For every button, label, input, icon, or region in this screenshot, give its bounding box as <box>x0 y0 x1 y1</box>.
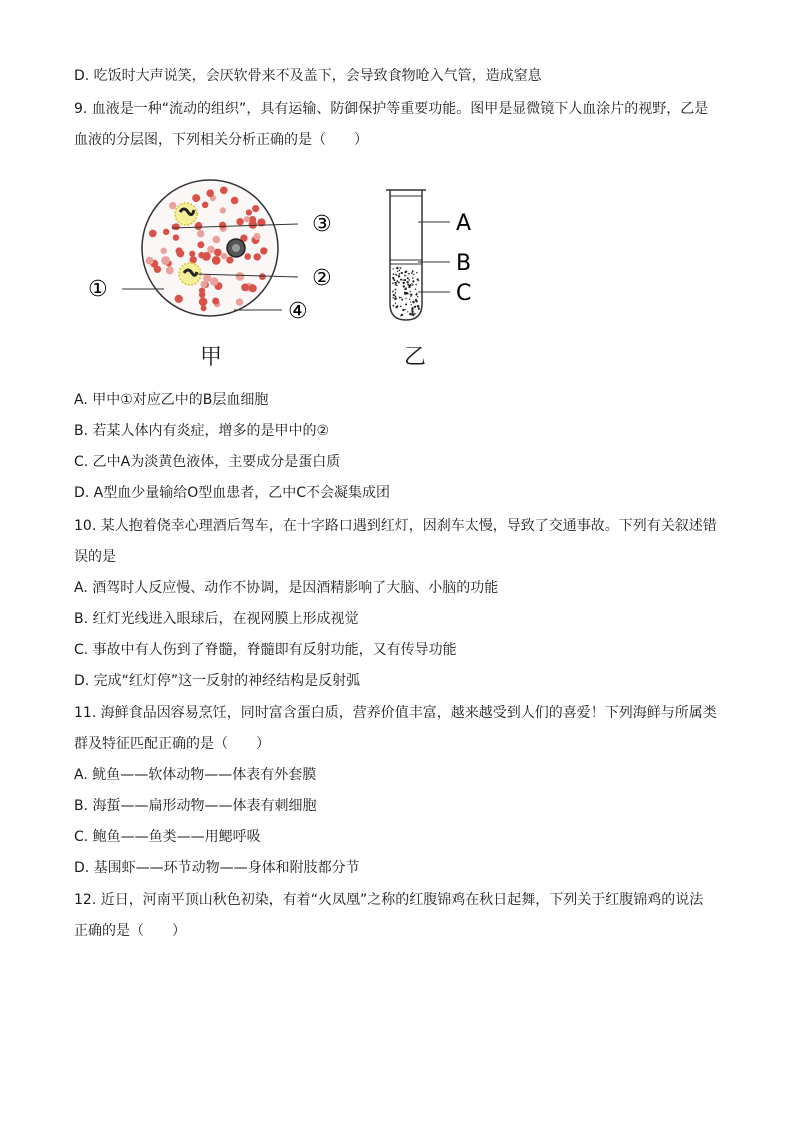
sediment-dot <box>413 274 414 275</box>
q10-option-a: A. 酒驾时人反应慢、动作不协调，是因酒精影响了大脑、小脑的功能 <box>74 580 499 596</box>
sediment-dot <box>405 298 406 299</box>
sediment-dot <box>411 304 412 305</box>
sediment-dot <box>411 314 412 315</box>
q10-option-b: B. 红灯光线进入眼球后，在视网膜上形成视觉 <box>74 611 359 627</box>
sediment-dot <box>400 315 401 316</box>
red-blood-cell <box>201 305 207 311</box>
sediment-dot <box>402 309 404 311</box>
red-blood-cell <box>236 298 243 305</box>
red-blood-cell <box>213 236 221 244</box>
red-blood-cell <box>244 216 250 222</box>
red-blood-cell <box>220 207 226 213</box>
red-blood-cell <box>219 222 226 229</box>
sediment-dot <box>411 283 412 284</box>
sediment-dot <box>400 279 402 281</box>
blood-figure <box>84 176 504 376</box>
sediment-dot <box>399 275 400 276</box>
sediment-dot <box>401 272 403 274</box>
sediment-dot <box>395 292 397 294</box>
sediment-dot <box>411 272 413 274</box>
label-2: ② <box>312 266 332 291</box>
sediment-dot <box>407 284 409 286</box>
q9-option-d: D. A型血少量输给O型血患者，乙中C不会凝集成团 <box>74 485 391 501</box>
red-blood-cell <box>254 233 261 240</box>
red-blood-cell <box>146 257 154 265</box>
white-blood-cell-icon <box>175 203 197 225</box>
sediment-dot <box>393 305 395 307</box>
q11-option-b: B. 海蜇——扁形动物——体表有刺细胞 <box>74 798 317 814</box>
sediment-dot <box>410 296 411 297</box>
sediment-dot <box>404 309 405 310</box>
sediment-dot <box>395 274 396 275</box>
sediment-dot <box>411 307 413 309</box>
q12-stem-line2: 正确的是（ ） <box>74 923 186 939</box>
q12-stem-line1: 12. 近日，河南平顶山秋色初染，有着“火凤凰”之称的红腹锦鸡在秋日起舞，下列关于红腹锦鸡的说法 <box>74 892 704 908</box>
q9-stem-line2: 血液的分层图，下列相关分析正确的是（ ） <box>74 132 368 148</box>
red-blood-cell <box>236 218 243 225</box>
sediment-dot <box>412 301 414 303</box>
red-blood-cell <box>210 277 218 285</box>
sediment-dot <box>393 273 395 275</box>
sediment-dot <box>408 273 410 275</box>
red-blood-cell <box>163 229 169 235</box>
red-blood-cell <box>212 256 221 265</box>
sediment-dot <box>405 303 407 305</box>
sediment-dot <box>404 275 406 277</box>
label-1: ① <box>88 277 108 302</box>
red-blood-cell <box>169 202 176 209</box>
sediment-dot <box>392 282 394 284</box>
layer-label-b: B <box>456 251 472 276</box>
red-blood-cell <box>161 256 170 265</box>
sediment-dot <box>401 297 402 298</box>
q9-stem-line1: 9. 血液是一种“流动的组织”，具有运输、防御保护等重要功能。图甲是显微镜下人血涂片的视野，乙是 <box>74 101 709 117</box>
sediment-dot <box>410 301 411 302</box>
red-blood-cell <box>176 247 183 254</box>
sediment-dot <box>410 313 412 315</box>
sediment-dot <box>402 279 404 281</box>
sediment-dot <box>408 279 410 281</box>
sediment-dot <box>399 273 401 275</box>
sediment-dot <box>403 282 405 284</box>
red-blood-cell <box>214 249 222 257</box>
red-blood-cell <box>236 272 245 281</box>
red-blood-cell <box>175 295 183 303</box>
microscope-view <box>88 180 332 324</box>
sediment-dot <box>413 315 414 316</box>
sediment-dot <box>395 289 397 291</box>
red-blood-cell <box>246 209 252 215</box>
sediment-dot <box>418 308 420 310</box>
sediment-dot <box>417 296 418 297</box>
red-blood-cell <box>190 256 197 263</box>
red-blood-cell <box>202 202 209 209</box>
sediment-dot <box>395 303 396 304</box>
red-blood-cell <box>192 194 200 202</box>
sediment-dot <box>407 277 409 279</box>
sediment-dot <box>411 310 413 312</box>
sediment-dot <box>414 306 416 308</box>
sediment-dot <box>394 297 397 300</box>
sediment-dot <box>397 280 399 282</box>
sediment-dot <box>392 291 394 293</box>
sediment-dot <box>401 299 403 301</box>
sediment-dot <box>408 293 409 294</box>
q11-option-c: C. 鲍鱼——鱼类——用鳃呼吸 <box>74 829 261 845</box>
sediment-dot <box>409 299 410 300</box>
q10-option-d: D. 完成“红灯停”这一反射的神经结构是反射弧 <box>74 673 361 689</box>
red-blood-cell <box>226 257 233 264</box>
q11-option-d: D. 基围虾——环节动物——身体和附肢都分节 <box>74 860 360 876</box>
sediment-dot <box>398 282 400 284</box>
sediment-dot <box>416 272 417 273</box>
sediment-dot <box>400 306 402 308</box>
sediment-dot <box>404 279 406 281</box>
test-tube <box>386 190 471 320</box>
red-blood-cell <box>249 284 257 292</box>
red-blood-cell <box>149 230 157 238</box>
sediment-dot <box>412 270 414 272</box>
label-4: ④ <box>288 299 308 324</box>
q11-option-a: A. 鱿鱼——软体动物——体表有外套膜 <box>74 767 317 783</box>
sediment-dot <box>395 282 397 284</box>
sediment-dot <box>404 288 406 290</box>
sediment-dot <box>395 306 397 308</box>
blood-figure-svg <box>84 176 504 376</box>
sediment-dot <box>400 267 402 269</box>
sediment-dot <box>412 284 414 286</box>
sediment-dot <box>403 285 405 287</box>
sediment-dot <box>415 289 416 290</box>
sediment-dot <box>415 284 417 286</box>
sediment-dot <box>395 296 397 298</box>
sediment-dot <box>407 311 408 312</box>
sediment-dot <box>406 281 408 283</box>
sediment-dot <box>396 274 398 276</box>
caption-yi: 乙 <box>404 345 427 370</box>
red-blood-cell <box>206 189 214 197</box>
white-blood-cell-icon <box>227 239 245 257</box>
sediment-dot <box>408 286 410 288</box>
q10-stem-line1: 10. 某人抱着侥幸心理酒后驾车，在十字路口遇到红灯，因刹车太慢，导致了交通事故。下列有关叙述错 <box>74 518 717 534</box>
sediment-dot <box>410 291 411 292</box>
red-blood-cell <box>198 252 204 258</box>
label-3: ③ <box>312 212 332 237</box>
red-blood-cell <box>172 224 178 230</box>
sediment-dot <box>392 277 394 279</box>
sediment-dot <box>410 294 412 296</box>
sediment-dot <box>399 297 401 299</box>
sediment-dot <box>404 293 406 295</box>
red-blood-cell <box>197 241 204 248</box>
sediment-dot <box>415 299 417 301</box>
red-blood-cell <box>252 205 259 212</box>
sediment-dot <box>414 313 416 315</box>
q11-stem-line1: 11. 海鲜食品因容易烹饪，同时富含蛋白质，营养价值丰富，越来越受到人们的喜爱！下列海鲜与所属类 <box>74 705 717 721</box>
sediment-dot <box>412 277 414 279</box>
red-blood-cell <box>260 247 267 254</box>
red-blood-cell <box>166 266 174 274</box>
sediment-dot <box>418 280 419 281</box>
red-blood-cell <box>173 234 179 240</box>
red-blood-cell <box>259 273 266 280</box>
red-blood-cell <box>201 281 208 288</box>
red-blood-cell <box>207 246 215 254</box>
red-blood-cell <box>199 298 208 307</box>
q11-stem-line2: 群及特征匹配正确的是（ ） <box>74 736 270 752</box>
red-blood-cell <box>212 298 219 305</box>
red-blood-cell <box>189 251 195 257</box>
q9-option-a: A. 甲中①对应乙中的B层血细胞 <box>74 392 269 408</box>
layer-label-c: C <box>456 281 472 306</box>
red-blood-cell <box>231 197 239 205</box>
sediment-dot <box>392 297 393 298</box>
red-blood-cell <box>161 248 167 254</box>
sediment-dot <box>399 270 401 272</box>
sediment-dot <box>397 271 398 272</box>
sediment-dot <box>396 267 398 269</box>
red-blood-cell <box>199 292 205 298</box>
layer-label-a: A <box>456 211 472 236</box>
red-blood-cell <box>220 187 228 195</box>
red-blood-cell <box>197 230 204 237</box>
sediment-dot <box>405 271 406 272</box>
sediment-dot <box>393 294 395 296</box>
q8-option-d: D. 吃饭时大声说笑，会厌软骨来不及盖下，会导致食物呛入气管，造成窒息 <box>74 68 542 84</box>
q9-option-c: C. 乙中A为淡黄色液体，主要成分是蛋白质 <box>74 454 341 470</box>
red-blood-cell <box>254 253 261 260</box>
sediment-dot <box>393 268 394 269</box>
sediment-dot <box>417 305 420 308</box>
red-blood-cell <box>244 253 251 260</box>
caption-jia: 甲 <box>200 345 223 370</box>
red-blood-cell <box>221 253 228 260</box>
sediment-dot <box>412 280 414 282</box>
q10-option-c: C. 事故中有人伤到了脊髓，脊髓即有反射功能，又有传导功能 <box>74 642 457 658</box>
sediment-dot <box>396 285 398 287</box>
red-blood-cell <box>249 220 257 228</box>
q9-option-b: B. 若某人体内有炎症，增多的是甲中的② <box>74 423 330 439</box>
red-blood-cell <box>241 284 249 292</box>
q10-stem-line2: 误的是 <box>74 549 116 565</box>
sediment-dot <box>415 294 417 296</box>
